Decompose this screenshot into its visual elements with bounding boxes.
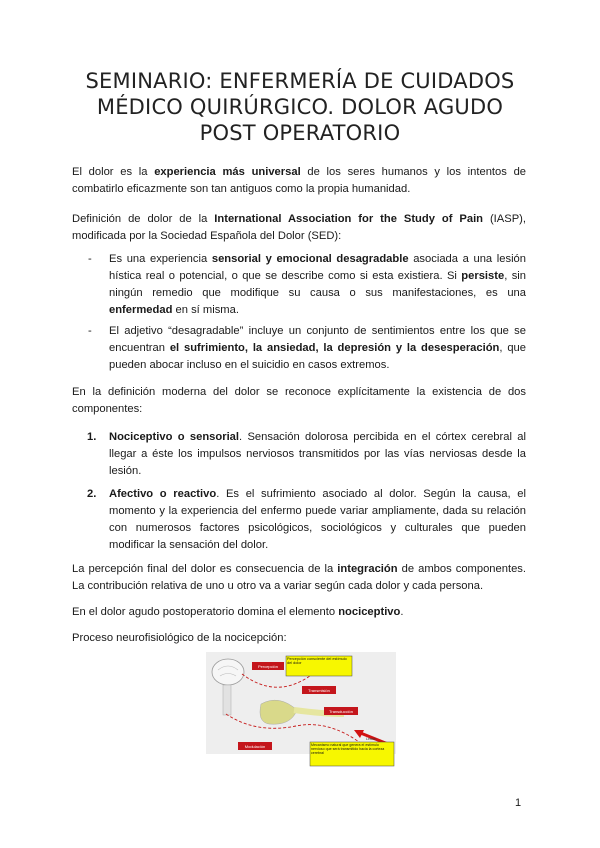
nociception-diagram: [206, 652, 396, 768]
integration-paragraph: La percepción final del dolor es consecuencia de la integración de ambos componentes. La contribución relativa de uno u otro va a variar según cada dolor y cada persona.: [72, 563, 527, 592]
label-perception: Percepción: [257, 664, 279, 669]
bullet-marker-2: -: [88, 325, 92, 337]
bullet-item-2: El adjetivo “desagradable” incluye un conjunto de sentimientos entre los que se encuentran el sufrimiento, la ansiedad, la depresión y la desesperación, que pueden abocar incluso en el suicidio en casos extremos.: [109, 325, 526, 371]
brain-icon: [212, 659, 244, 685]
page-title: [40, 68, 560, 146]
note-top-text: Percepción consciente del estímulo del dolor: [287, 657, 347, 666]
postop-paragraph: En el dolor agudo postoperatorio domina el elemento nociceptivo.: [72, 606, 404, 618]
definition-paragraph: Definición de dolor de la International Association for the Study of Pain (IASP), modificada por la Sociedad Española del Dolor (SED):: [72, 213, 527, 242]
label-lesion: Lesión: [366, 737, 377, 741]
process-label: Proceso neurofisiológico de la nocicepción:: [72, 632, 287, 644]
label-transduction: Transducción: [329, 709, 353, 714]
component-number-1: 1.: [87, 431, 97, 443]
spinal-cord-icon: [223, 685, 231, 715]
title-line-3: POST OPERATORIO: [199, 121, 401, 145]
title-line-1: SEMINARIO: ENFERMERÍA DE CUIDADOS: [85, 69, 515, 93]
component-number-2: 2.: [87, 488, 97, 500]
component-item-2: Afectivo o reactivo. Es el sufrimiento asociado al dolor. Según la causa, el momento y la experiencia del enfermo puede variar ampliamente, dada su relación con numerosos factores psicológicos, sociológicos y culturales que pueden modificar la sensación del dolor.: [109, 488, 526, 551]
label-transmission: Transmisión: [308, 688, 330, 693]
note-bottom-text: Mecanismo natural que genera el estímulo nervioso que será transmitido hacia la corteza cerebral: [311, 743, 385, 756]
title-line-2: MÉDICO QUIRÚRGICO. DOLOR AGUDO: [96, 95, 504, 119]
component-item-1: Nociceptivo o sensorial. Sensación dolorosa percibida en el córtex cerebral al llegar a éste los impulsos nerviosos transmitidos por las vías nerviosas desde la lesión.: [109, 431, 526, 477]
bullet-marker-1: -: [88, 253, 92, 265]
intro-paragraph: El dolor es la experiencia más universal de los seres humanos y los intentos de combatirlo eficazmente son tan antiguos como la propia humanidad.: [72, 166, 527, 195]
bullet-item-1: Es una experiencia sensorial y emocional desagradable asociada a una lesión hística real o potencial, o que se describe como si esta existiera. Si persiste, sin ningún remedio que modifique su causa o sus manifestaciones, es una enfermedad en sí misma.: [109, 253, 526, 316]
label-modulation: Modulación: [244, 744, 266, 749]
components-intro: En la definición moderna del dolor se reconoce explícitamente la existencia de dos componentes:: [72, 386, 526, 415]
page-number: 1: [515, 797, 522, 809]
